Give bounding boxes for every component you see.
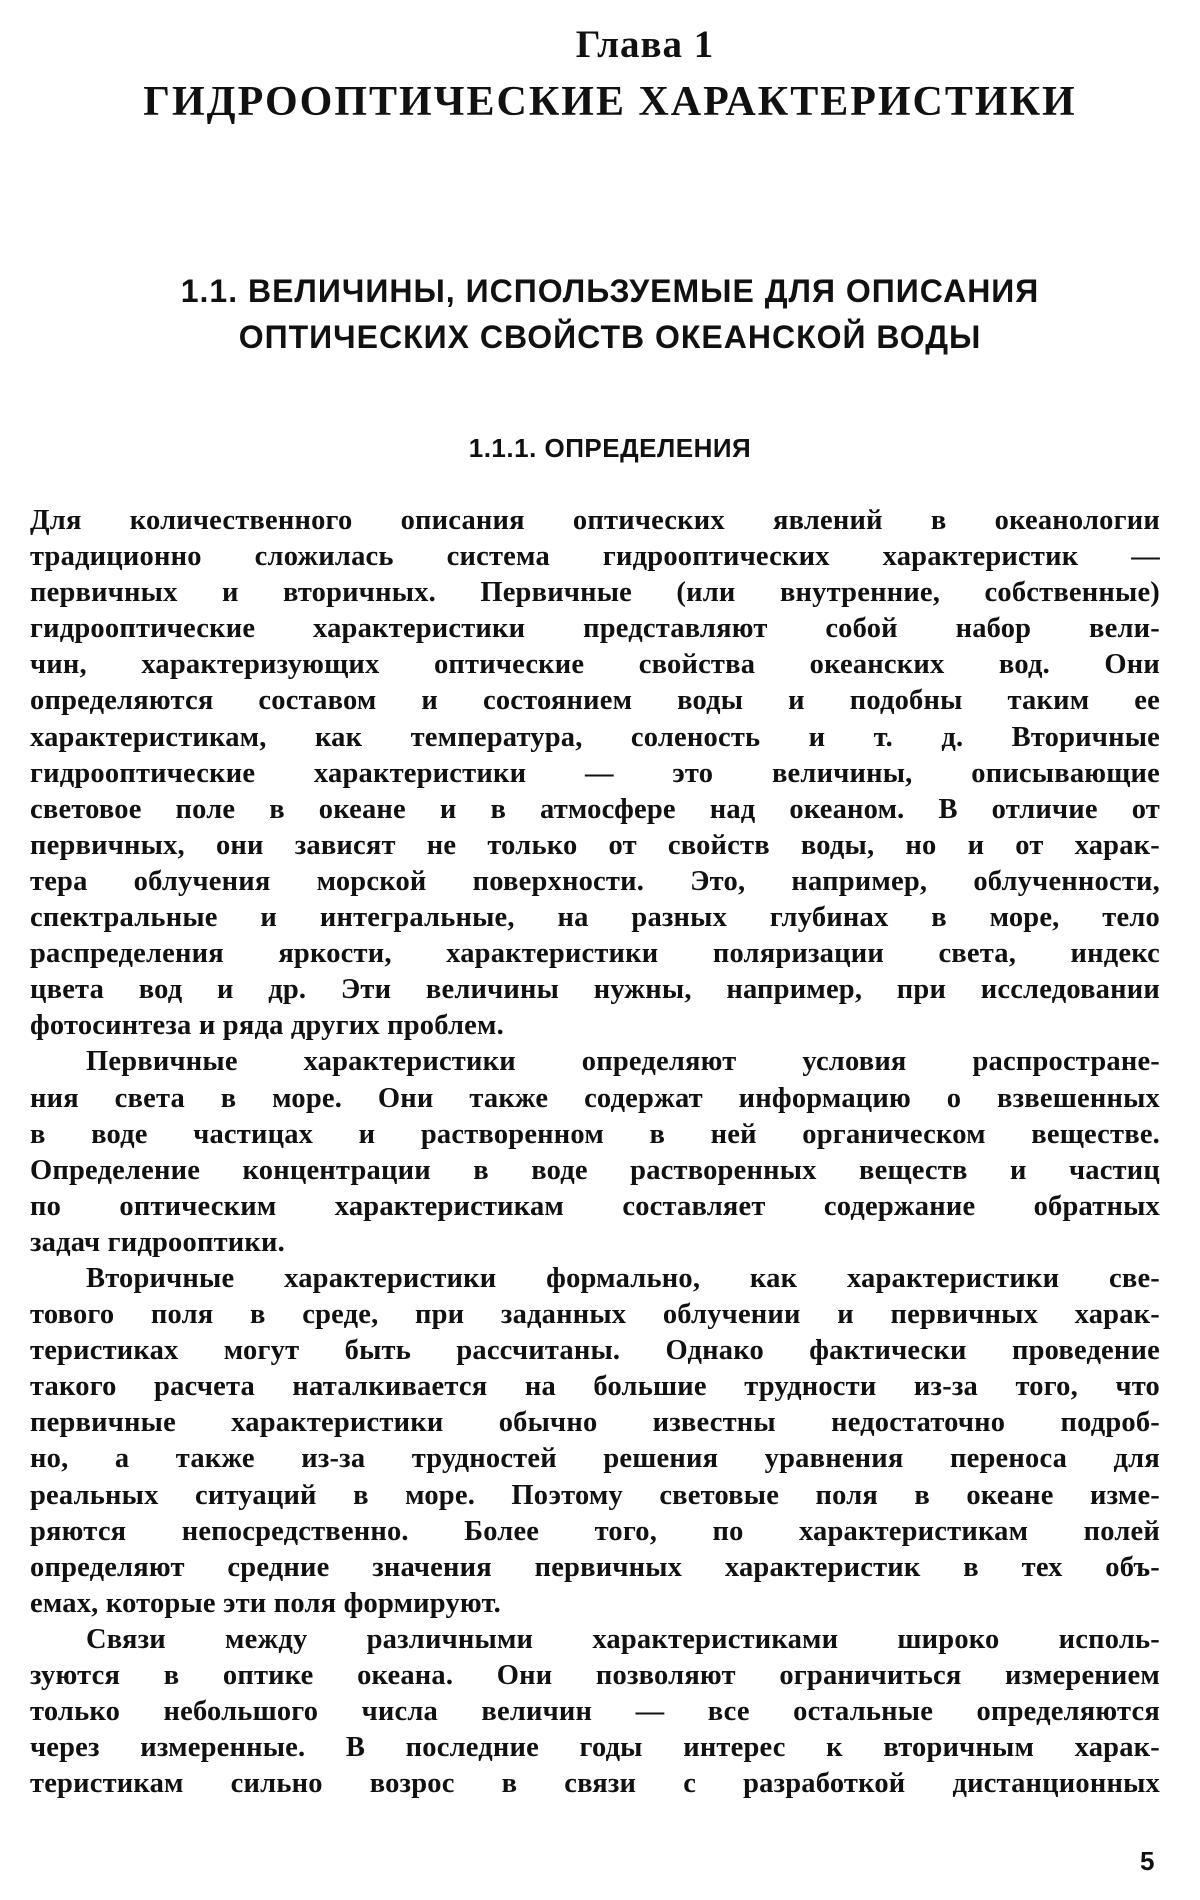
text-line: теристикам сильно возрос в связи с разработкой дистанционных <box>30 1768 1160 1800</box>
text-line: первичные характеристики обычно известны недостаточно подроб- <box>30 1407 1160 1439</box>
text-line: определяются составом и состоянием воды и подобны таким ее <box>30 685 1160 717</box>
page-number: 5 <box>1140 1846 1155 1876</box>
text-line: по оптическим характеристикам составляет содержание обратных <box>30 1190 1160 1222</box>
text-line: зуются в оптике океана. Они позволяют ограничиться измерением <box>30 1660 1160 1691</box>
text-line: теристиках могут быть рассчитаны. Однако фактически проведение <box>30 1335 1160 1367</box>
text-line: задач гидрооптики. <box>30 1226 285 1258</box>
text-line: ряются непосредственно. Более того, по характеристикам полей <box>30 1515 1160 1547</box>
text-line: только небольшого числа величин — все остальные определяются <box>30 1696 1160 1728</box>
text-line: емах, которые эти поля формируют. <box>30 1587 501 1619</box>
text-line: через измеренные. В последние годы интерес к вторичным харак- <box>30 1732 1160 1764</box>
text-line: но, а также из-за трудностей решения уравнения переноса для <box>30 1443 1160 1475</box>
text-line: Вторичные характеристики формально, как характеристики све- <box>86 1262 1160 1294</box>
chapter-title: ГИДРООПТИЧЕСКИЕ ХАРАКТЕРИСТИКИ <box>143 79 1077 125</box>
text-line: Связи между различными характеристиками широко исполь- <box>86 1623 1160 1655</box>
text-line: фотосинтеза и ряда других проблем. <box>30 1010 504 1042</box>
text-line: цвета вод и др. Эти величины нужны, например, при исследовании <box>30 974 1160 1006</box>
text-line: гидрооптические характеристики — это величины, описывающие <box>30 757 1160 789</box>
text-line: Первичные характеристики определяют условия распростране- <box>86 1046 1160 1078</box>
section-title-line: 1.1. ВЕЛИЧИНЫ, ИСПОЛЬЗУЕМЫЕ ДЛЯ ОПИСАНИЯ <box>180 273 1040 309</box>
text-line: тера облучения морской поверхности. Это, например, облученности, <box>30 865 1160 897</box>
text-line: Определение концентрации в воде растворенных веществ и частиц <box>30 1154 1160 1186</box>
text-line: реальных ситуаций в море. Поэтому световые поля в океане изме- <box>30 1479 1160 1511</box>
text-line: ния света в море. Они также содержат информацию о взвешенных <box>30 1082 1160 1114</box>
text-line: тового поля в среде, при заданных облучении и первичных харак- <box>30 1299 1160 1331</box>
text-line: первичных, они зависят не только от свойств воды, но и от харак- <box>30 829 1160 861</box>
body-text <box>30 503 1160 1802</box>
text-line: распределения яркости, характеристики поляризации света, индекс <box>30 938 1160 970</box>
text-line: световое поле в океане и в атмосфере над океаном. В отличие от <box>30 793 1160 825</box>
subsection-title: 1.1.1. ОПРЕДЕЛЕНИЯ <box>468 433 752 463</box>
text-line: в воде частицах и растворенном в ней органическом веществе. <box>30 1118 1160 1150</box>
chapter-label: Глава 1 <box>575 23 715 66</box>
text-line: чин, характеризующих оптические свойства океанских вод. Они <box>30 649 1160 681</box>
section-title <box>0 268 1200 360</box>
text-line: такого расчета наталкивается на большие трудности из-за того, что <box>30 1371 1160 1403</box>
text-line: первичных и вторичных. Первичные (или внутренние, собственные) <box>30 577 1160 609</box>
section-title-line: ОПТИЧЕСКИХ СВОЙСТВ ОКЕАНСКОЙ ВОДЫ <box>238 319 982 355</box>
text-line: определяют средние значения первичных характеристик в тех объ- <box>30 1551 1160 1583</box>
text-line: характеристикам, как температура, соленость и т. д. Вторичные <box>30 721 1160 753</box>
text-line: спектральные и интегральные, на разных глубинах в море, тело <box>30 902 1160 934</box>
text-line: Для количественного описания оптических явлений в океанологии <box>30 505 1160 536</box>
text-line: гидрооптические характеристики представляют собой набор вели- <box>30 613 1160 645</box>
text-line: традиционно сложилась система гидрооптических характеристик — <box>30 541 1160 573</box>
